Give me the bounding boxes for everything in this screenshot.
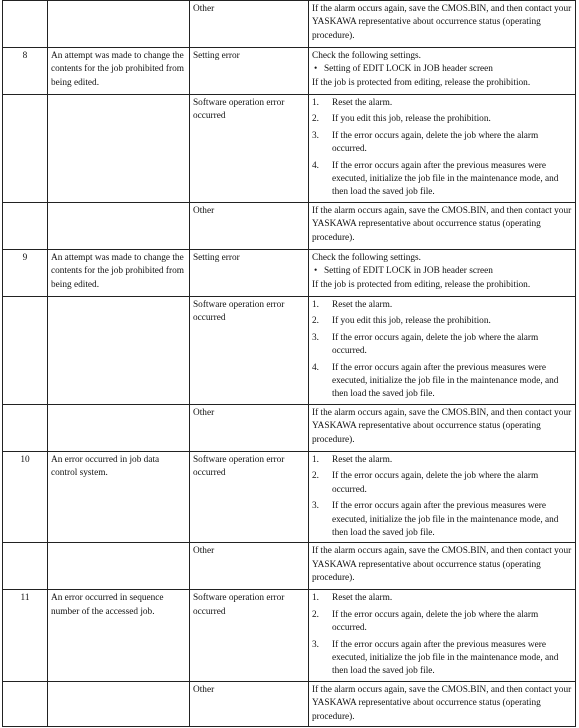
cause-cell: Software operation error occurred (190, 452, 309, 543)
remedy-cell (309, 297, 576, 405)
step-text: If the error occurs again after the previous measures were executed, initialize the job file in the maintenance mode, and then load the saved job file. (332, 362, 559, 400)
remedy-steps (312, 454, 572, 540)
remedy-cell (309, 95, 576, 203)
bullet-item (312, 265, 572, 278)
cause-cell: Other (190, 681, 309, 726)
alarm-number-cell (3, 543, 48, 590)
remedy-step (312, 130, 572, 157)
remedy-cell: If the alarm occurs again, save the CMOS.BIN, and then contact your YASKAWA representative about occurrence status (operating procedure). (309, 203, 576, 250)
alarm-number-cell (3, 1, 48, 48)
step-number: 2. (312, 316, 319, 327)
table-row (3, 452, 576, 543)
remedy-step (312, 500, 572, 540)
remedy-step (312, 470, 572, 497)
step-text: If the error occurs again after the previous measures were executed, initialize the job file in the maintenance mode, and then load the saved job file. (332, 501, 559, 539)
table-row (3, 95, 576, 203)
step-number: 2. (312, 471, 319, 482)
cause-cell: Setting error (190, 250, 309, 297)
step-text: If the error occurs again after the previous measures were executed, initialize the job file in the maintenance mode, and then load the saved job file. (332, 160, 559, 198)
cause-cell: Other (190, 543, 309, 590)
alarm-number-cell (3, 203, 48, 250)
cause-cell: Software operation error occurred (190, 590, 309, 681)
step-number: 3. (312, 501, 319, 512)
remedy-step (312, 315, 572, 328)
table-row (3, 250, 576, 297)
alarm-description-cell (48, 297, 190, 405)
table-row (3, 297, 576, 405)
alarm-number-cell: 8 (3, 48, 48, 95)
remedy-step (312, 609, 572, 636)
bullet-text: Setting of EDIT LOCK in JOB header screen (324, 266, 493, 277)
remedy-step (312, 332, 572, 359)
step-text: If the error occurs again, delete the job where the alarm occurred. (332, 471, 539, 495)
cause-cell: Other (190, 203, 309, 250)
step-text: Reset the alarm. (332, 300, 393, 310)
cause-cell: Software operation error occurred (190, 297, 309, 405)
alarm-description-cell (48, 681, 190, 726)
step-number: 2. (312, 609, 319, 620)
table-row (3, 48, 576, 95)
step-number: 3. (312, 130, 319, 141)
alarm-description-cell: An error occurred in sequence number of the accessed job. (48, 590, 190, 681)
table-row (3, 203, 576, 250)
remedy-text: Check the following settings. (312, 51, 421, 61)
step-number: 1. (312, 455, 319, 465)
step-number: 1. (312, 300, 319, 310)
remedy-step (312, 160, 572, 200)
step-number: 1. (312, 593, 319, 604)
step-number: 3. (312, 639, 319, 650)
remedy-cell: If the alarm occurs again, save the CMOS.BIN, and then contact your YASKAWA representative about occurrence status (operating procedure). (309, 681, 576, 726)
bullet-item (312, 63, 572, 76)
alarm-number-cell: 9 (3, 250, 48, 297)
alarm-description-cell (48, 203, 190, 250)
remedy-cell (309, 48, 576, 95)
remedy-step (312, 299, 572, 312)
remedy-steps (312, 97, 572, 200)
alarm-table (2, 0, 576, 727)
step-text: If you edit this job, release the prohibition. (332, 316, 491, 327)
remedy-text: If the job is protected from editing, release the prohibition. (312, 77, 531, 88)
bullet-icon: • (314, 266, 318, 277)
step-text: If the error occurs again, delete the job where the alarm occurred. (332, 332, 539, 357)
cause-cell: Setting error (190, 48, 309, 95)
table-row (3, 681, 576, 726)
remedy-steps (312, 592, 572, 678)
alarm-description-cell (48, 543, 190, 590)
remedy-text: If the job is protected from editing, release the prohibition. (312, 279, 531, 290)
alarm-description-cell: An attempt was made to change the contents for the job prohibited from being edited. (48, 250, 190, 297)
table-row (3, 590, 576, 681)
alarm-number-cell: 10 (3, 452, 48, 543)
table-row (3, 1, 576, 48)
remedy-step (312, 592, 572, 605)
alarm-number-cell (3, 681, 48, 726)
alarm-number-cell: 11 (3, 590, 48, 681)
alarm-description-cell: An attempt was made to change the contents for the job prohibited from being edited. (48, 48, 190, 95)
alarm-description-cell (48, 95, 190, 203)
cause-cell: Software operation error occurred (190, 95, 309, 203)
remedy-step (312, 113, 572, 126)
step-text: Reset the alarm. (332, 593, 393, 604)
step-number: 2. (312, 114, 319, 125)
step-text: If you edit this job, release the prohibition. (332, 114, 491, 125)
remedy-text: Check the following settings. (312, 253, 421, 263)
remedy-steps (312, 299, 572, 402)
remedy-step (312, 362, 572, 402)
bullet-icon: • (314, 64, 318, 75)
remedy-step (312, 639, 572, 679)
remedy-cell: If the alarm occurs again, save the CMOS.BIN, and then contact your YASKAWA representative about occurrence status (operating procedure). (309, 543, 576, 590)
step-number: 4. (312, 362, 319, 373)
step-text: If the error occurs again, delete the job where the alarm occurred. (332, 609, 539, 634)
alarm-number-cell (3, 405, 48, 452)
step-text: If the error occurs again after the previous measures were executed, initialize the job file in the maintenance mode, and then load the saved job file. (332, 639, 559, 677)
alarm-description-cell (48, 405, 190, 452)
alarm-description-cell (48, 1, 190, 48)
alarm-number-cell (3, 95, 48, 203)
remedy-step (312, 97, 572, 110)
step-number: 4. (312, 160, 319, 171)
remedy-cell: If the alarm occurs again, save the CMOS.BIN, and then contact your YASKAWA representative about occurrence status (operating procedure). (309, 405, 576, 452)
remedy-cell (309, 590, 576, 681)
table-row (3, 543, 576, 590)
table-row (3, 405, 576, 452)
remedy-cell (309, 452, 576, 543)
cause-cell: Other (190, 405, 309, 452)
step-text: If the error occurs again, delete the job where the alarm occurred. (332, 130, 539, 155)
remedy-cell: If the alarm occurs again, save the CMOS.BIN, and then contact your YASKAWA representative about occurrence status (operating procedure). (309, 1, 576, 48)
bullet-text: Setting of EDIT LOCK in JOB header screen (324, 64, 493, 75)
step-number: 1. (312, 98, 319, 108)
step-number: 3. (312, 332, 319, 343)
remedy-step (312, 454, 572, 467)
step-text: Reset the alarm. (332, 98, 393, 108)
cause-cell: Other (190, 1, 309, 48)
step-text: Reset the alarm. (332, 455, 393, 465)
alarm-description-cell: An error occurred in job data control system. (48, 452, 190, 543)
remedy-cell (309, 250, 576, 297)
alarm-number-cell (3, 297, 48, 405)
